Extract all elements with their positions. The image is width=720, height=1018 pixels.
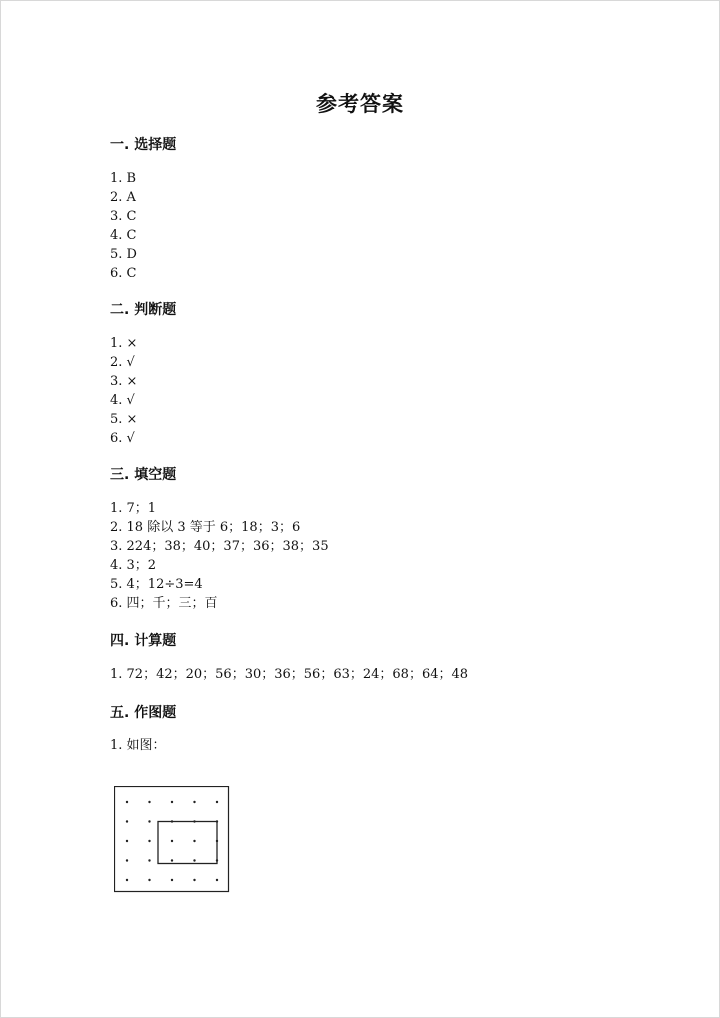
section-heading-judgement: 二. 判断题 (110, 302, 177, 318)
grid-dot (193, 879, 195, 881)
grid-dot (148, 879, 150, 881)
grid-dot (193, 801, 195, 803)
answer-line: 3. 224；38；40；37；36；38；35 (110, 539, 329, 554)
grid-dot (148, 820, 150, 822)
grid-dot (171, 840, 173, 842)
grid-dot (171, 801, 173, 803)
dot-grid-svg (114, 786, 232, 894)
answer-line: 1. 72；42；20；56；30；36；56；63；24；68；64；48 (110, 667, 469, 682)
section-heading-calculation: 四. 计算题 (110, 633, 177, 649)
section-heading-fill-blank: 三. 填空题 (110, 467, 177, 483)
answer-line: 2. 18 除以 3 等于 6；18；3；6 (110, 520, 301, 535)
answer-line: 1. 7；1 (110, 501, 157, 516)
answer-line: 2. √ (110, 355, 135, 370)
answer-line: 1. × (110, 336, 138, 351)
answer-line: 5. × (110, 412, 138, 427)
grid-dot (216, 879, 218, 881)
grid-dot (193, 859, 195, 861)
dot-grid-figure (114, 786, 232, 898)
grid-dot (148, 859, 150, 861)
answer-line: 4. C (110, 228, 137, 243)
answer-line: 6. √ (110, 431, 135, 446)
page-title: 参考答案 (316, 91, 404, 116)
answer-square (158, 822, 217, 864)
answer-line: 4. √ (110, 393, 135, 408)
answer-line: 2. A (110, 190, 136, 205)
grid-dot (193, 840, 195, 842)
grid-dot (171, 879, 173, 881)
grid-dot (216, 801, 218, 803)
grid-dot (126, 859, 128, 861)
grid-dot (148, 801, 150, 803)
grid-dot (126, 820, 128, 822)
answer-line: 5. D (110, 247, 137, 262)
answer-line: 3. C (110, 209, 137, 224)
answer-line: 1. B (110, 171, 137, 186)
grid-dot (171, 859, 173, 861)
section-heading-choice: 一. 选择题 (110, 137, 177, 153)
section-heading-drawing: 五. 作图题 (110, 705, 177, 721)
answer-line: 4. 3；2 (110, 558, 157, 573)
grid-dot (148, 840, 150, 842)
answer-line: 6. C (110, 266, 137, 281)
answer-line: 3. × (110, 374, 138, 389)
grid-dot (126, 801, 128, 803)
answer-line: 1. 如图： (110, 738, 166, 753)
grid-dot (126, 840, 128, 842)
answer-line: 6. 四；千；三；百 (110, 596, 218, 611)
answer-line: 5. 4；12÷3=4 (110, 577, 203, 592)
grid-dot (126, 879, 128, 881)
